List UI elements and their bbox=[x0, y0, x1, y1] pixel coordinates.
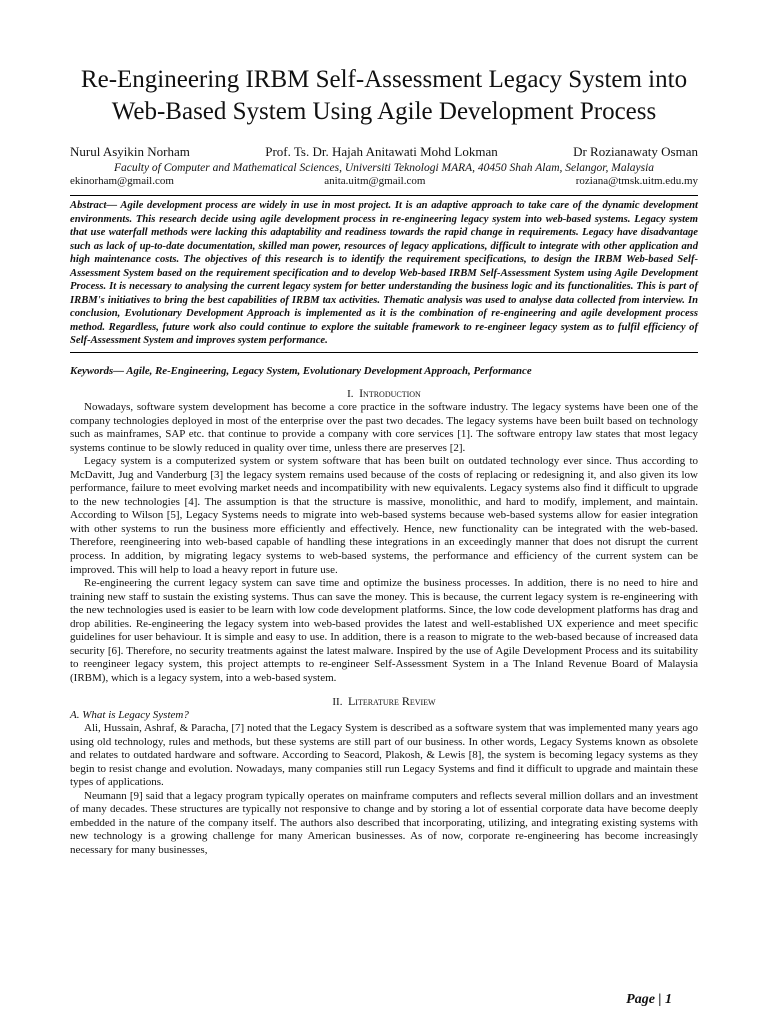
section-heading-literature-review bbox=[70, 694, 698, 709]
paragraph: Legacy system is a computerized system or system software that has been built on outdated technology ever since. Thus according to McDavitt, Jug and Vanderburg [3] the legacy system remains used because of the costs of replacing or redesigning it, and also given its low performance, failure to meet evolving market needs and incompatibility with new equivalents. Legacy systems also find it difficult to upgrade to the new technologies [4]. The assumption is that the structure is massive, monolithic, and hard to modify, implement, and maintain. According to Wilson [5], Legacy Systems needs to migrate into web-based systems because web-based systems allow for easier integration with other systems to run the business more efficiently and effectively. Hence, new functionality can be integrated with the web-based. Therefore, reengineering into web-based capable of handling these integrations in an exceedingly manner that does not disrupt the current process. In addition, by migrating legacy systems to web-based systems, the performance and efficiency of the current system can be improved. This will help to load a heavy report in future use. bbox=[70, 455, 698, 576]
abstract-box bbox=[70, 195, 698, 353]
page-number: Page | 1 bbox=[626, 992, 672, 1007]
introduction-body bbox=[70, 401, 698, 685]
title-line-1: Re-Engineering IRBM Self-Assessment Legacy System into bbox=[80, 66, 688, 93]
keywords: Keywords— Agile, Re-Engineering, Legacy System, Evolutionary Development Approach, Performance bbox=[70, 365, 532, 378]
literature-body bbox=[70, 722, 698, 857]
author-2: Prof. Ts. Dr. Hajah Anitawati Mohd Lokman bbox=[265, 144, 498, 159]
email-1: ekinorham@gmail.com bbox=[70, 175, 174, 187]
author-1: Nurul Asyikin Norham bbox=[70, 144, 190, 159]
section-title: Literature Review bbox=[347, 693, 436, 708]
paragraph: Re-engineering the current legacy system can save time and optimize the business processes. In addition, there is no need to hire and training new staff to sustain the existing systems. Thus can save the money. This is because, the current legacy system is re-engineering with the new technologies used is easier to be learn with low code development platforms. Since, the low code development platforms has drag and drop abilities. Re-engineering the legacy system into web-based provides the latest and well-established UX experience and meet specific guidelines for user behaviour. It is simple and easy to use. In addition, there is a reason to migrate to the web-based because of increased data security [6]. Therefore, no security treatments against the latest malware. Inspired by the use of Agile Development Process and its suitability to reengineer legacy system, this project attempts to re-engineer Self-Assessment System in a The Inland Revenue Board of Malaysia (IRBM), which is a legacy system, into a web-based system. bbox=[70, 577, 698, 684]
paragraph: Neumann [9] said that a legacy program typically operates on mainframe computers and reflects several million dollars and an investment of many decades. These structures are typically not responsive to change and by storing a lot of essential corporate data have become deeply embedded in the nature of the company itself. The authors also described that incorporating, utilizing, and integrating existing systems with new technology is a growing challenge for many American businesses. As of now, corporate re-engineering has become increasingly necessary for many businesses, bbox=[70, 789, 698, 856]
title-line-2: Web-Based System Using Agile Development Process bbox=[111, 98, 657, 125]
author-3: Dr Rozianawaty Osman bbox=[573, 144, 698, 159]
paper-title bbox=[70, 0, 698, 128]
email-list bbox=[70, 175, 698, 188]
email-3: roziana@tmsk.uitm.edu.my bbox=[575, 175, 698, 187]
section-heading-introduction bbox=[70, 386, 698, 401]
paragraph: Nowadays, software system development has become a core practice in the software industry. The legacy systems have been one of the company technologies deployed in most of the enterprise over the past two decades. The legacy systems have been built based on technology such as mainframes, SAP etc. that continue to provide a company with core services [1]. The software entropy law states that most legacy systems continue to be slowly reduced in quality over time, unless there are preserves [2]. bbox=[70, 401, 698, 454]
email-2: anita.uitm@gmail.com bbox=[324, 175, 426, 187]
author-list bbox=[70, 144, 698, 159]
section-number: II. bbox=[332, 695, 343, 708]
section-number: I. bbox=[347, 388, 354, 401]
section-title: Introduction bbox=[359, 386, 421, 401]
subsection-heading: A. What is Legacy System? bbox=[70, 708, 189, 721]
abstract: Abstract— Agile development process are widely in use in most project. It is an adaptive approach to take care of the dynamic development environments. This research decide using agile development process in re-engineering legacy system into web-based systems. Legacy system that use waterfall methods were lacking this adaptability and readiness towards the rapid change in requirements. Legacy have disadvantage such as lack of up-to-date documentation, skilled man power, resources of legacy applications, difficult to integrate with other application and high maintenance costs. The objectives of this research is to identify the requirement specifications, to design the IRBM Web-based Self-Assessment System based on the requirement specification and to develop Web-based IRBM Self-Assessment System using Agile Development Process. It is necessary to analysing the current legacy system for better understanding the business logic and its functionalities. This is part of IRBM's initiatives to bring the best capabilities of IRBM tax activities. Thematic analysis was used to analyse data collected from interview. In conclusion, Evolutionary Development Approach is implemented as it is the combination of re-engineering and agile development process method. Regardless, future work also could continue to explore the suitable framework to re-engineer legacy system as to fulfil efficiency of Self-Assessment System and improves system performance. bbox=[70, 200, 698, 347]
affiliation: Faculty of Computer and Mathematical Sciences, Universiti Teknologi MARA, 40450 Shah Alam, Selangor, Malaysia bbox=[113, 162, 655, 174]
paragraph: Ali, Hussain, Ashraf, & Paracha, [7] noted that the Legacy System is described as a software system that was implemented many years ago using old technology, rules and methods, but these systems are still part of our business. In other words, Legacy Systems known as obsolete and relates to outdated hardware and software. According to Seacord, Plakosh, & Lewis [8], the system is becoming legacy systems as they begin to resist change and evolution. Nowadays, many companies still run Legacy Systems and find it difficult to upgrade and maintain these types of applications. bbox=[70, 722, 698, 789]
